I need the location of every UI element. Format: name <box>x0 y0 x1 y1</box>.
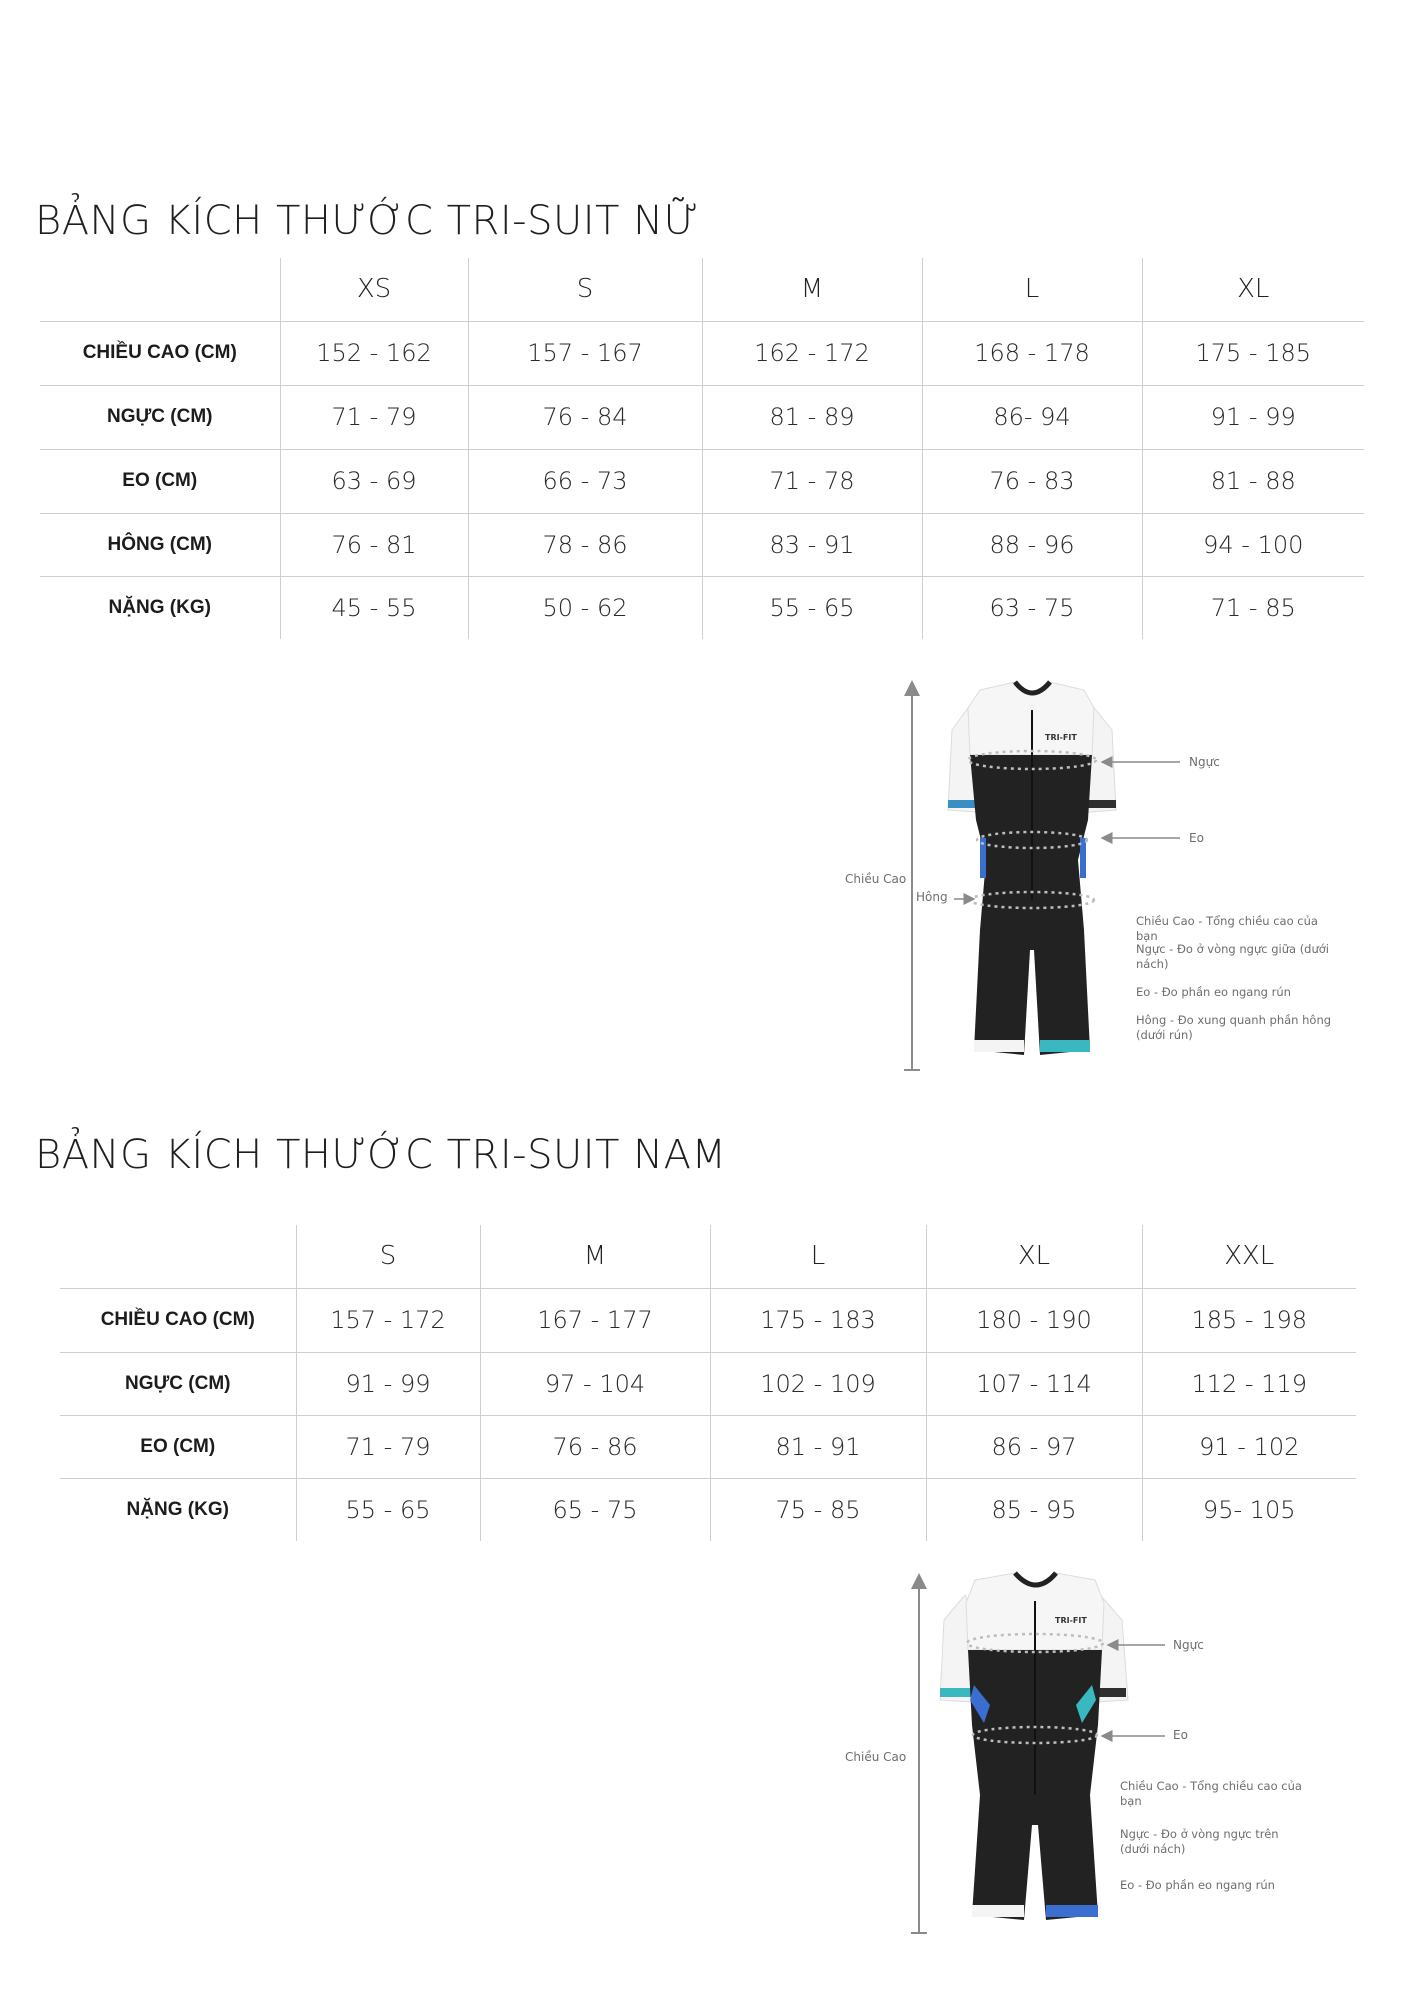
men-measurement-figure <box>840 1565 1340 1945</box>
table-cell: 50 - 62 <box>468 576 702 639</box>
row-label: NẶNG (KG) <box>126 1498 229 1520</box>
table-cell: 175 - 185 <box>1142 321 1364 385</box>
table-cell: 152 - 162 <box>280 321 468 385</box>
men-size-m: M <box>480 1225 710 1288</box>
women-size-xs: XS <box>280 258 468 321</box>
table-cell: 180 - 190 <box>926 1288 1142 1352</box>
men-note-waist: Eo - Đo phần eo ngang rún <box>1120 1878 1275 1892</box>
table-cell: 71 - 79 <box>296 1415 480 1478</box>
men-header-corner <box>60 1225 296 1288</box>
table-cell: 88 - 96 <box>922 513 1142 576</box>
table-cell: 97 - 104 <box>480 1352 710 1415</box>
women-row-waist <box>40 449 1364 513</box>
table-cell: 71 - 79 <box>280 385 468 449</box>
men-size-s: S <box>296 1225 480 1288</box>
men-size-chart-title: BẢNG KÍCH THƯỚC TRI-SUIT NAM <box>35 1132 727 1178</box>
row-label: HÔNG (CM) <box>40 513 280 576</box>
table-cell: 55 - 65 <box>296 1478 480 1541</box>
table-cell: 185 - 198 <box>1142 1288 1356 1352</box>
table-cell: 175 - 183 <box>710 1288 926 1352</box>
women-measurement-figure <box>840 670 1340 1090</box>
women-size-l: L <box>922 258 1142 321</box>
table-cell: 95- 105 <box>1142 1478 1356 1541</box>
men-brand-logo: TRI-FIT <box>1055 1616 1087 1625</box>
women-note-chest: Ngực - Đo ở vòng ngực giữa (dưới nách) <box>1136 942 1330 971</box>
men-waist-label: Eo <box>1173 1728 1188 1742</box>
table-cell: 86- 94 <box>922 385 1142 449</box>
table-cell: 107 - 114 <box>926 1352 1142 1415</box>
table-cell: 167 - 177 <box>480 1288 710 1352</box>
table-cell: 75 - 85 <box>710 1478 926 1541</box>
table-cell: 45 - 55 <box>280 576 468 639</box>
men-size-xl: XL <box>926 1225 1142 1288</box>
table-cell: 157 - 167 <box>468 321 702 385</box>
table-cell: 81 - 91 <box>710 1415 926 1478</box>
row-label: EO (CM) <box>40 449 280 513</box>
table-cell: 85 - 95 <box>926 1478 1142 1541</box>
women-size-chart-title: BẢNG KÍCH THƯỚC TRI-SUIT NỮ <box>35 198 700 244</box>
table-cell: 78 - 86 <box>468 513 702 576</box>
women-size-xl: XL <box>1142 258 1364 321</box>
table-cell: 55 - 65 <box>702 576 922 639</box>
men-row-weight <box>60 1478 1356 1541</box>
table-cell: 76 - 86 <box>480 1415 710 1478</box>
table-cell: 76 - 84 <box>468 385 702 449</box>
table-cell: 71 - 78 <box>702 449 922 513</box>
women-note-height: Chiều Cao - Tổng chiều cao của bạn <box>1136 914 1318 943</box>
women-waist-label: Eo <box>1189 831 1204 845</box>
women-note-waist: Eo - Đo phần eo ngang rún <box>1136 985 1291 999</box>
women-row-weight <box>40 576 1364 639</box>
men-row-chest <box>60 1352 1356 1415</box>
women-row-hip <box>40 513 1364 576</box>
men-chest-label: Ngực <box>1173 1638 1204 1652</box>
women-size-s: S <box>468 258 702 321</box>
women-row-chest <box>40 385 1364 449</box>
men-size-l: L <box>710 1225 926 1288</box>
men-note-height: Chiều Cao - Tổng chiều cao của bạn <box>1120 1779 1302 1808</box>
table-cell: 66 - 73 <box>468 449 702 513</box>
table-cell: 81 - 88 <box>1142 449 1364 513</box>
table-cell: 157 - 172 <box>296 1288 480 1352</box>
row-label: CHIỀU CAO (CM) <box>40 321 280 385</box>
table-cell: 86 - 97 <box>926 1415 1142 1478</box>
table-cell: 91 - 99 <box>1142 385 1364 449</box>
men-height-label: Chiều Cao <box>845 1750 907 1764</box>
row-label: NGỰC (CM) <box>40 385 280 449</box>
men-row-height <box>60 1288 1356 1352</box>
table-cell: 94 - 100 <box>1142 513 1364 576</box>
table-cell: 81 - 89 <box>702 385 922 449</box>
table-cell: 91 - 102 <box>1142 1415 1356 1478</box>
women-height-label: Chiều Cao <box>845 872 907 886</box>
table-cell: 102 - 109 <box>710 1352 926 1415</box>
men-note-chest: Ngực - Đo ở vòng ngực trên (dưới nách) <box>1120 1827 1279 1856</box>
table-cell: 65 - 75 <box>480 1478 710 1541</box>
women-size-m: M <box>702 258 922 321</box>
women-size-header-row <box>40 258 1364 321</box>
women-size-table <box>40 258 1364 639</box>
row-label: CHIỀU CAO (CM) <box>60 1288 296 1352</box>
men-row-waist <box>60 1415 1356 1478</box>
men-size-header-row <box>60 1225 1356 1288</box>
table-cell: 71 - 85 <box>1142 576 1364 639</box>
women-header-corner <box>40 258 280 321</box>
row-label: NẶNG (KG) <box>108 596 211 618</box>
men-size-xxl: XXL <box>1142 1225 1356 1288</box>
table-cell: 162 - 172 <box>702 321 922 385</box>
row-label: EO (CM) <box>60 1415 296 1478</box>
men-size-table <box>60 1225 1356 1541</box>
women-row-height <box>40 321 1364 385</box>
women-note-hip: Hông - Đo xung quanh phần hông (dưới rún) <box>1136 1013 1332 1042</box>
table-cell: 76 - 83 <box>922 449 1142 513</box>
row-label: NGỰC (CM) <box>60 1352 296 1415</box>
table-cell: 76 - 81 <box>280 513 468 576</box>
table-cell: 91 - 99 <box>296 1352 480 1415</box>
women-brand-logo: TRI-FIT <box>1045 733 1077 742</box>
table-cell: 83 - 91 <box>702 513 922 576</box>
table-cell: 63 - 69 <box>280 449 468 513</box>
women-hip-label: Hông <box>916 890 948 904</box>
table-cell: 168 - 178 <box>922 321 1142 385</box>
table-cell: 112 - 119 <box>1142 1352 1356 1415</box>
table-cell: 63 - 75 <box>922 576 1142 639</box>
women-chest-label: Ngực <box>1189 755 1220 769</box>
